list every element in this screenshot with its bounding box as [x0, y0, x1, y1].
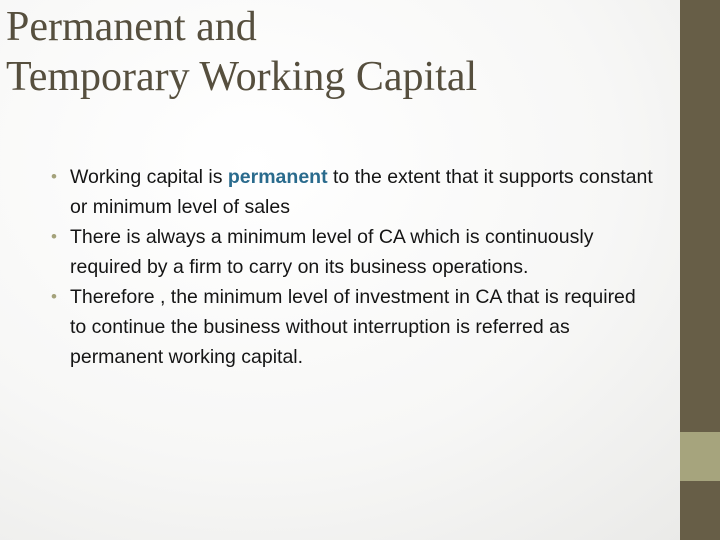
sidebar-accent-band [680, 432, 720, 481]
bullet-marker: • [51, 167, 57, 186]
title-line-1: Permanent and [6, 4, 257, 50]
bullet-marker: • [51, 287, 57, 306]
bullet-text: There is always a minimum level of CA which is continuously required by a firm to carry on its business operations. [70, 226, 594, 278]
bullet-text-after: to the extent that it supports constant or minimum level of sales [70, 166, 653, 218]
bullet-text: Therefore , the minimum level of investment in CA that is required to continue the business without interruption is referred as permanent working capital. [70, 286, 636, 368]
bullet-text-before: Working capital is [70, 166, 228, 188]
bullet-item-3 [51, 282, 656, 372]
decorative-sidebar [680, 0, 720, 540]
title-line-2: Temporary Working Capital [6, 54, 478, 100]
highlight-permanent: permanent [227, 166, 328, 188]
bullet-item-2 [51, 222, 656, 282]
bullet-item-1 [51, 162, 656, 222]
bullet-marker: • [51, 227, 57, 246]
slide-title [6, 2, 666, 102]
sidebar-dark-band [680, 0, 720, 432]
sidebar-dark-band-bottom [680, 481, 720, 540]
bullet-list [51, 162, 656, 372]
